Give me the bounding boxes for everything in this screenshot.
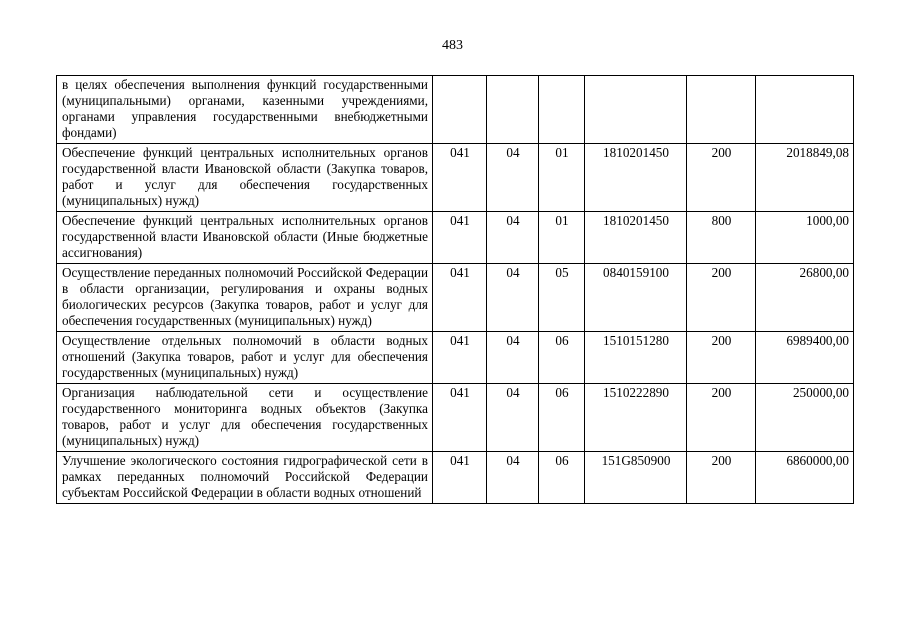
row-section-code: 04 — [487, 384, 539, 452]
row-target-article: 1810201450 — [585, 144, 687, 212]
row-section-code: 04 — [487, 332, 539, 384]
row-subsection-code: 06 — [539, 332, 585, 384]
row-target-article: 1510222890 — [585, 384, 687, 452]
table-row — [57, 452, 854, 504]
row-amount: 6860000,00 — [756, 452, 854, 504]
row-name: Организация наблюдательной сети и осуществление государственного мониторинга водных объектов (Закупка товаров, работ и услуг для обеспечения государственных (муниципальных) нужд) — [57, 384, 433, 452]
row-section-code — [487, 76, 539, 144]
row-grbs-code: 041 — [433, 212, 487, 264]
row-section-code: 04 — [487, 452, 539, 504]
row-expense-type: 200 — [687, 264, 756, 332]
page-number: 483 — [442, 38, 463, 53]
row-amount: 1000,00 — [756, 212, 854, 264]
row-amount: 26800,00 — [756, 264, 854, 332]
row-grbs-code: 041 — [433, 452, 487, 504]
row-subsection-code: 06 — [539, 452, 585, 504]
table-body — [57, 76, 854, 504]
row-name: Обеспечение функций центральных исполнительных органов государственной власти Ивановской области (Закупка товаров, работ и услуг для обеспечения государственных (муниципальных) нужд) — [57, 144, 433, 212]
row-grbs-code: 041 — [433, 384, 487, 452]
row-section-code: 04 — [487, 212, 539, 264]
row-grbs-code — [433, 76, 487, 144]
budget-table — [56, 75, 854, 504]
row-section-code: 04 — [487, 264, 539, 332]
table-row — [57, 264, 854, 332]
row-name: Осуществление переданных полномочий Российской Федерации в области организации, регулирования и охраны водных биологических ресурсов (Закупка товаров, работ и услуг для обеспечения государственных (муниципальных) нужд) — [57, 264, 433, 332]
row-subsection-code: 01 — [539, 144, 585, 212]
row-target-article: 1810201450 — [585, 212, 687, 264]
row-section-code: 04 — [487, 144, 539, 212]
row-amount — [756, 76, 854, 144]
row-expense-type — [687, 76, 756, 144]
table-row — [57, 144, 854, 212]
row-amount: 250000,00 — [756, 384, 854, 452]
row-subsection-code — [539, 76, 585, 144]
row-amount: 2018849,08 — [756, 144, 854, 212]
row-subsection-code: 01 — [539, 212, 585, 264]
row-subsection-code: 06 — [539, 384, 585, 452]
row-amount: 6989400,00 — [756, 332, 854, 384]
row-name: Обеспечение функций центральных исполнительных органов государственной власти Ивановской области (Иные бюджетные ассигнования) — [57, 212, 433, 264]
row-grbs-code: 041 — [433, 144, 487, 212]
row-target-article — [585, 76, 687, 144]
row-expense-type: 200 — [687, 452, 756, 504]
row-expense-type: 200 — [687, 332, 756, 384]
row-target-article: 1510151280 — [585, 332, 687, 384]
row-subsection-code: 05 — [539, 264, 585, 332]
table-row — [57, 332, 854, 384]
row-expense-type: 200 — [687, 384, 756, 452]
table-row — [57, 384, 854, 452]
row-grbs-code: 041 — [433, 264, 487, 332]
row-name: в целях обеспечения выполнения функций государственными (муниципальными) органами, казенными учреждениями, органами управления государственными внебюджетными фондами) — [57, 76, 433, 144]
row-grbs-code: 041 — [433, 332, 487, 384]
row-target-article: 0840159100 — [585, 264, 687, 332]
table-row — [57, 76, 854, 144]
row-expense-type: 200 — [687, 144, 756, 212]
row-target-article: 151G850900 — [585, 452, 687, 504]
row-name: Улучшение экологического состояния гидрографической сети в рамках переданных полномочий Российской Федерации субъектам Российской Федерации в области водных отношений — [57, 452, 433, 504]
row-name: Осуществление отдельных полномочий в области водных отношений (Закупка товаров, работ и услуг для обеспечения государственных (муниципальных) нужд) — [57, 332, 433, 384]
table-row — [57, 212, 854, 264]
row-expense-type: 800 — [687, 212, 756, 264]
